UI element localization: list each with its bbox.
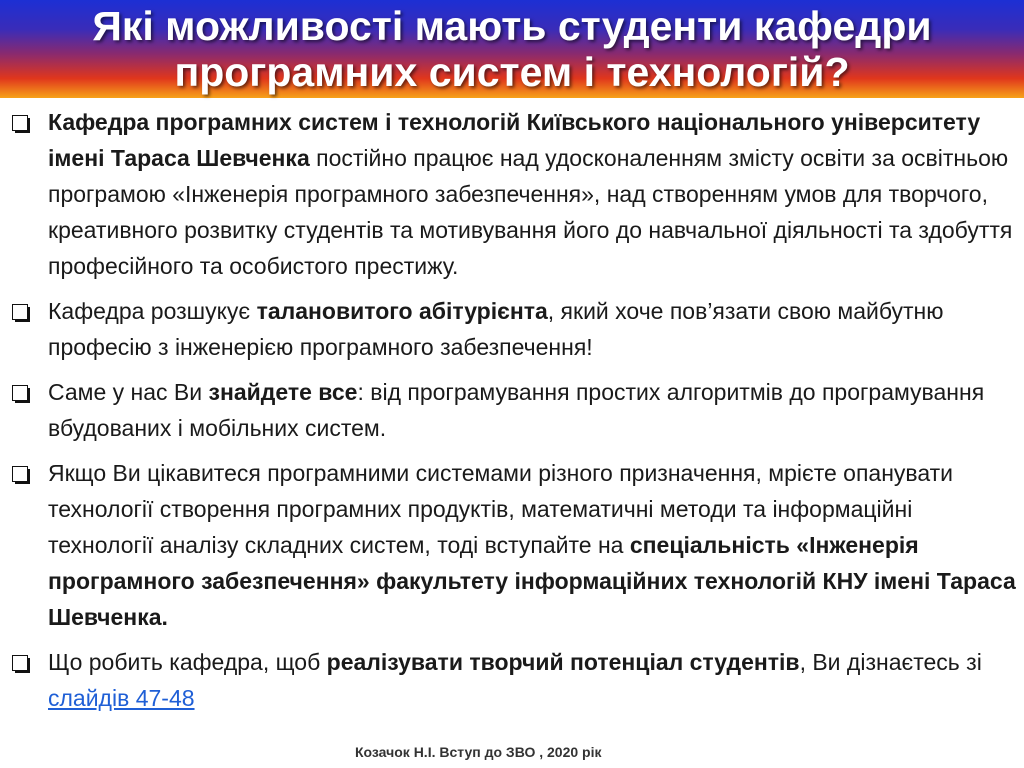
page-title-line-2: програмних систем і технологій? [174,49,850,95]
checkbox-bullet-icon [12,304,28,320]
bullet-bold-text: знайдете все [208,379,358,405]
slides-link[interactable]: слайдів 47-48 [48,685,195,711]
bullet-text: : від програмування простих алгоритмів до програмування вбудованих і мобільних систем. [48,379,985,441]
list-item [12,104,1016,284]
bullet-bold-text: спеціальність «Інженерія програмного забезпечення» факультету інформаційних технологій КНУ імені Тараса Шевченка. [48,532,1016,630]
bullet-bold-text: Кафедра програмних систем і технологій Київського національного університету імені Тараса Шевченка [48,109,981,171]
bullet-list [12,104,1016,725]
bullet-text: Що робить кафедра, щоб [48,649,327,675]
page-title-line-1: Які можливості мають студенти кафедри [92,3,932,49]
bullet-text: , Ви дізнаєтесь зі [799,649,982,675]
checkbox-bullet-icon [12,655,28,671]
footer-text: Козачок Н.І. Вступ до ЗВО , 2020 рік [355,744,602,760]
bullet-bold-text: реалізувати творчий потенціал студентів [326,649,800,675]
bullet-bold-text: талановитого абітурієнта [256,298,548,324]
checkbox-bullet-icon [12,385,28,401]
bullet-text: постійно працює над удосконаленням змісту освіти за освітньою програмою «Інженерія програмного забезпечення», над створенням умов для творчого, креативного розвитку студентів та мотивування його до навчальної діяльності та здобуття професійного та особистого престижу. [48,145,1013,279]
title-bar [0,0,1024,98]
list-item [12,374,1016,446]
bullet-text: , який хоче пов’язати свою майбутню професію з інженерією програмного забезпечення! [48,298,944,360]
bullet-text: Якщо Ви цікавитеся програмними системами різного призначення, мрієте опанувати технології створення програмних продуктів, математичні методи та інформаційні технології аналізу складних систем, тоді вступайте на [48,460,954,558]
checkbox-bullet-icon [12,115,28,131]
bullet-text: Кафедра розшукує [48,298,257,324]
list-item [12,644,1016,716]
list-item [12,293,1016,365]
bullet-text: Саме у нас Ви [48,379,209,405]
list-item [12,455,1016,635]
checkbox-bullet-icon [12,466,28,482]
